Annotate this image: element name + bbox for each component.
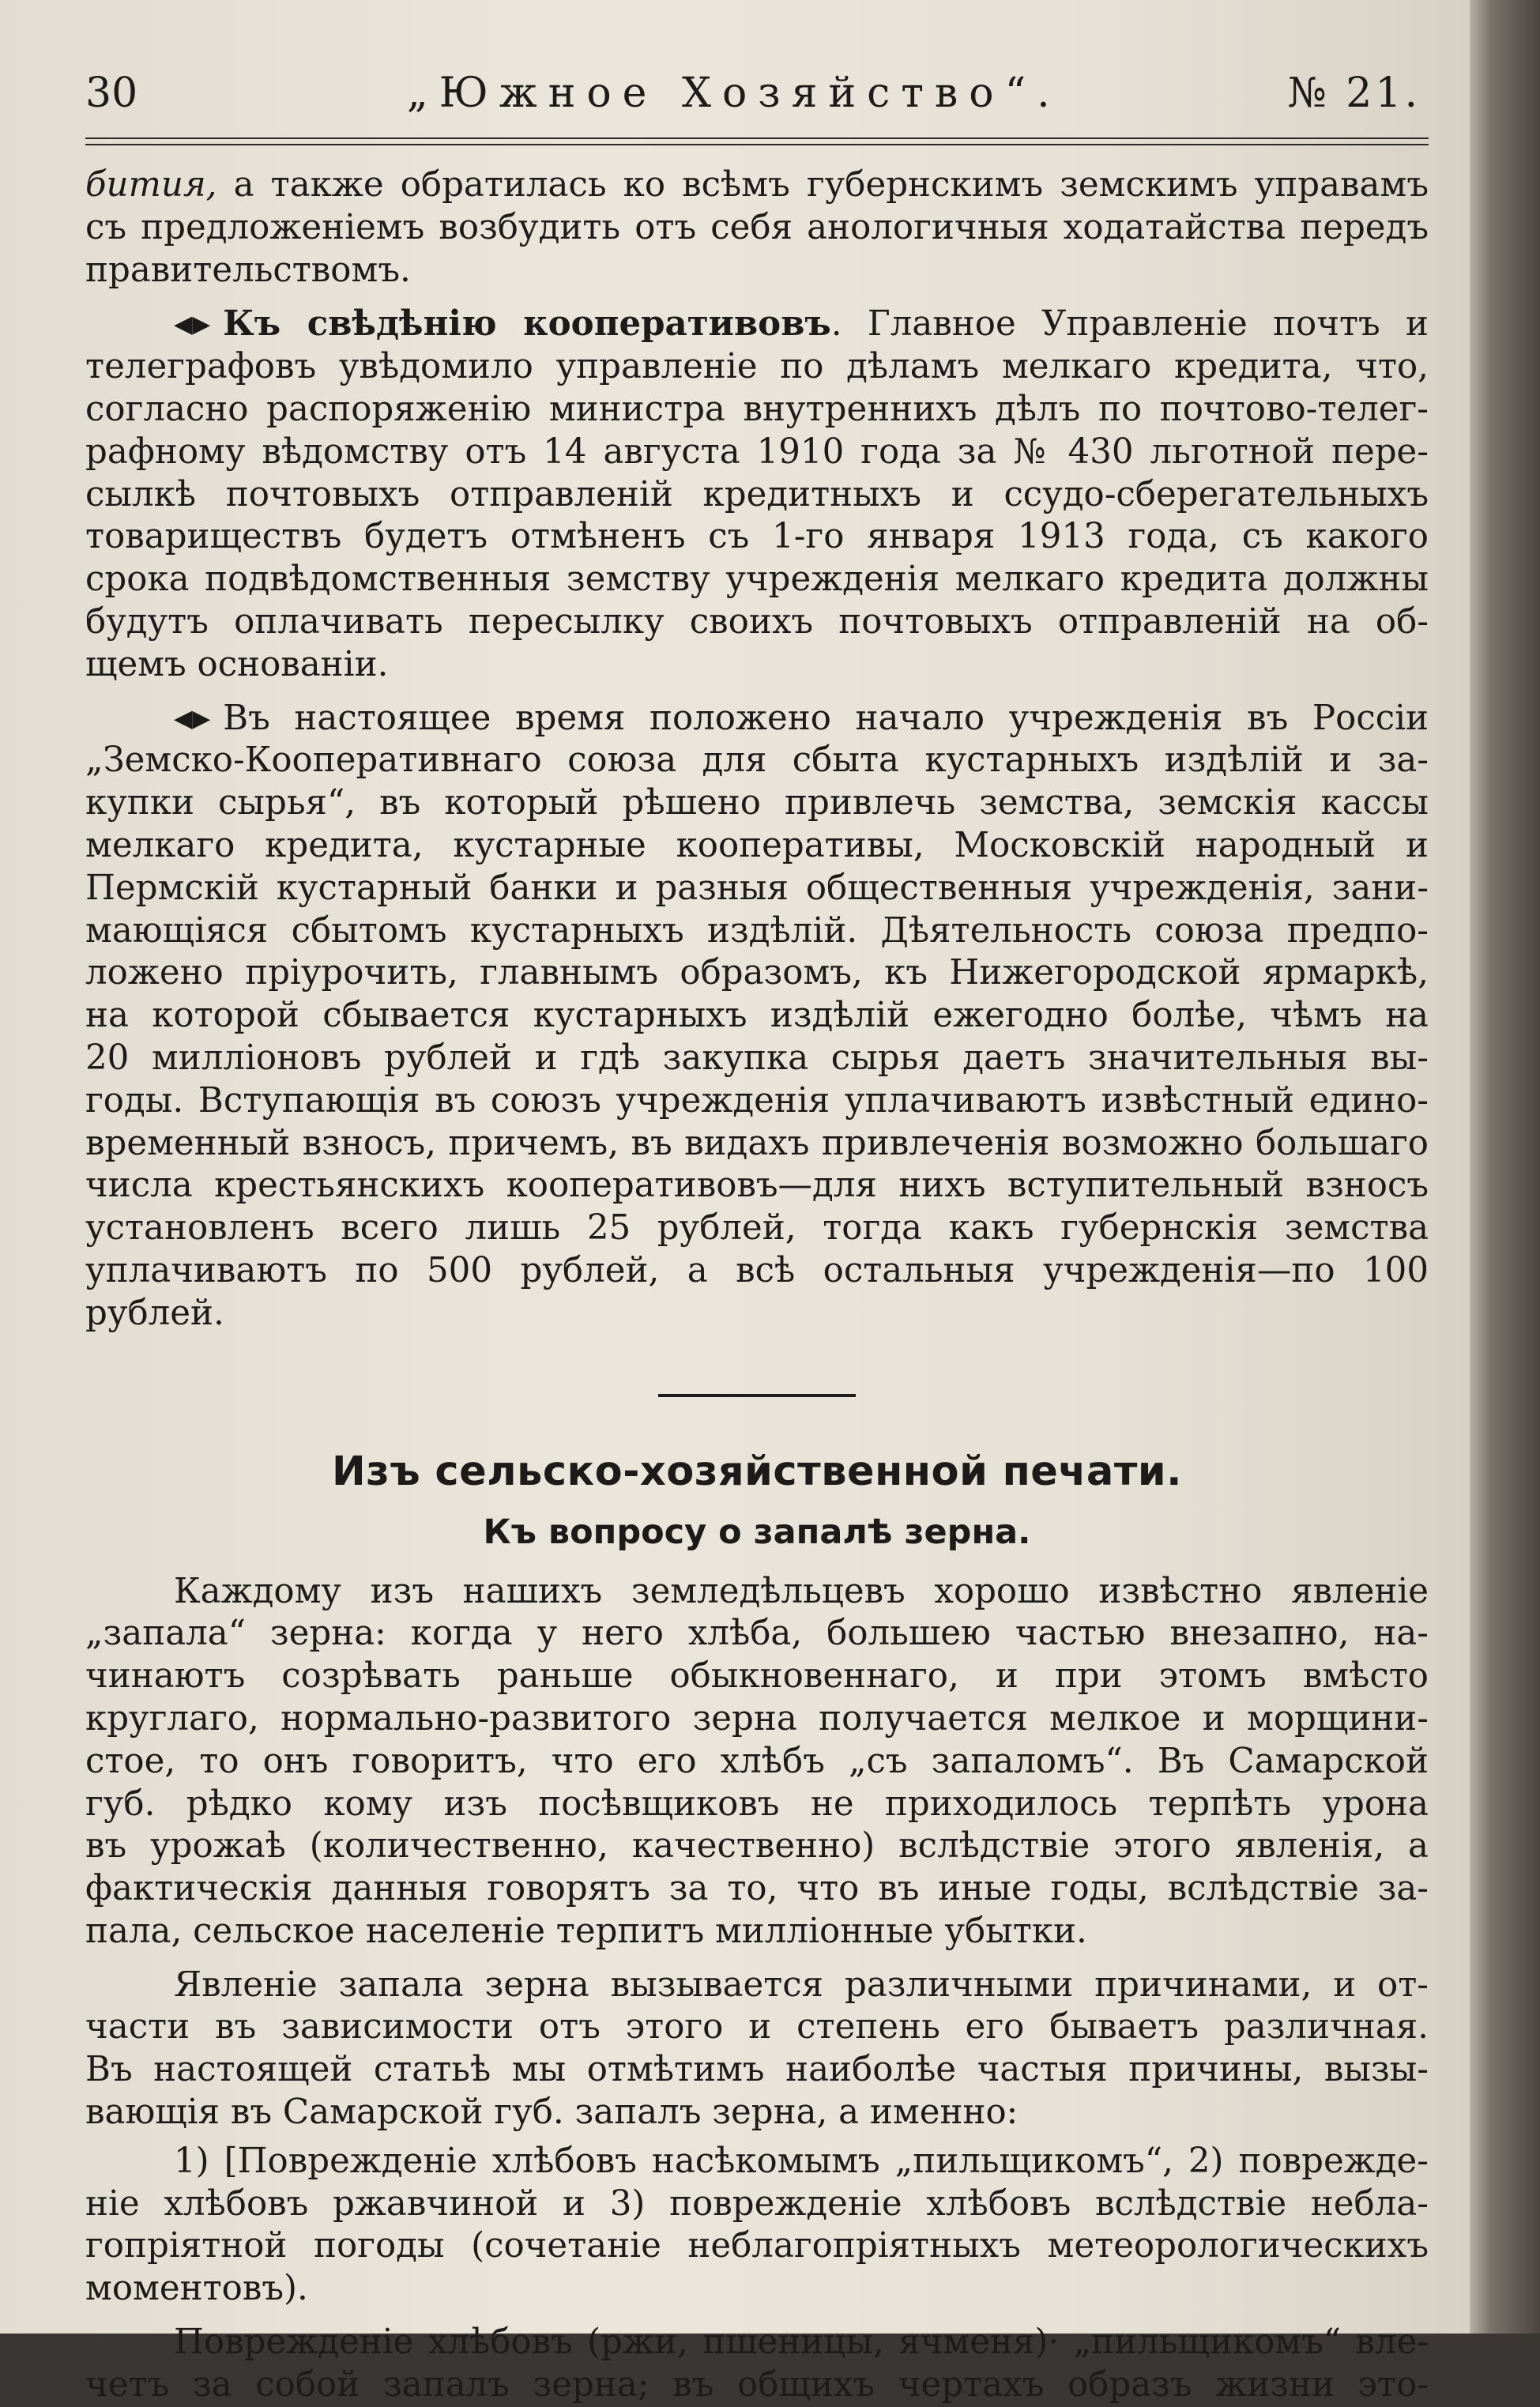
text-line: 1) [Поврежденіе хлѣбовъ насѣкомымъ „пильщикомъ“, 2) поврежде- (174, 2141, 1429, 2181)
text-line: согласно распоряженію министра внутреннихъ дѣлъ по почтово-телег- (85, 389, 1429, 429)
text-line: на которой сбывается кустарныхъ издѣлій ежегодно болѣе, чѣмъ на (85, 996, 1429, 1036)
line-text: а также обратилась ко всѣмъ губернскимъ земскимъ управамъ (217, 165, 1429, 205)
article-paragraph (85, 2322, 1429, 2407)
text-line: мелкаго кредита, кустарные кооперативы, Московскій народный и (85, 825, 1429, 865)
news-item-cooperatives (85, 303, 1429, 686)
text-line: Въ настоящей статьѣ мы отмѣтимъ наиболѣе частыя причины, вызы- (85, 2050, 1429, 2090)
page-header (85, 70, 1421, 125)
journal-title: „Южное Хозяйство“. (406, 70, 1061, 117)
text-line: Явленіе запала зерна вызывается различными причинами, и от- (174, 1964, 1429, 2005)
line-text: . Главное Управленіе почтъ и (830, 304, 1429, 345)
text-line: щемъ основаніи. (85, 644, 389, 684)
text-line: Поврежденіе хлѣбовъ (ржи, пшеницы, ячменя)· „пильщикомъ“ вле- (174, 2322, 1429, 2363)
spacer (85, 2134, 1429, 2141)
text-line: „запала“ зерна: когда у него хлѣба, большею частью внезапно, на- (85, 1614, 1429, 1654)
text-line: четъ за собой запалъ зерна; въ общихъ чертахъ образъ жизни это- (85, 2364, 1429, 2405)
text-line: товариществъ будетъ отмѣненъ съ 1-го января 1913 года, съ какого (85, 517, 1429, 557)
text-line (85, 303, 1429, 346)
text-line: круглаго, нормально-развитого зерна получается мелкое и морщини- (85, 1698, 1429, 1738)
text-line: уплачиваютъ по 500 рублей, а всѣ остальныя учрежденія—по 100 рублей. (85, 1250, 1429, 1333)
header-rule-bottom (85, 144, 1429, 145)
diamond-bullet-icon: ◀▶ (174, 311, 211, 339)
spacer (85, 292, 1429, 303)
text-line: „Земско-Кооперативнаго союза для сбыта кустарныхъ издѣлій и за- (85, 740, 1429, 781)
page-content (85, 164, 1429, 2407)
line-text: Въ настоящее время положено начало учрежденія въ Россіи (223, 698, 1429, 738)
text-line: моментовъ). (85, 2269, 308, 2309)
text-line: Пермскій кустарный банки и разныя общественныя учрежденія, зани- (85, 868, 1429, 908)
page-number: 30 (85, 70, 138, 117)
text-line: Каждому изъ нашихъ земледѣльцевъ хорошо извѣстно явленіе (174, 1571, 1429, 1611)
text-line: части въ зависимости отъ этого и степень его бываетъ различная. (85, 2007, 1429, 2047)
text-line: гопріятной погоды (сочетаніе неблагопріятныхъ метеорологическихъ (85, 2226, 1429, 2266)
spacer (85, 1953, 1429, 1964)
text-line: губ. рѣдко кому изъ посѣвщиковъ не приходилось терпѣть урона (85, 1784, 1429, 1824)
text-line: будутъ оплачивать пересылку своихъ почтовыхъ отправленій на об- (85, 601, 1429, 642)
diamond-bullet-icon: ◀▶ (174, 704, 211, 733)
text-line: правительствомъ. (85, 250, 411, 290)
text-line: ложено пріурочить, главнымъ образомъ, къ Нижегородской ярмаркѣ, (85, 953, 1429, 993)
header-rule-top (85, 137, 1429, 139)
section-divider (658, 1394, 856, 1397)
text-line: фактическія данныя говорятъ за то, что въ иные годы, вслѣдствіе за- (85, 1869, 1429, 1909)
text-line: вающія въ Самарской губ. запалъ зерна, а именно: (85, 2092, 1019, 2133)
issue-number: № 21. (1287, 70, 1421, 117)
text-line: мающіяся сбытомъ кустарныхъ издѣлій. Дѣятельность союза предпо- (85, 910, 1429, 951)
text-line: установленъ всего лишь 25 рублей, тогда какъ губернскія земства (85, 1208, 1429, 1249)
text-line: стое, то онъ говоритъ, что его хлѣбъ „съ запаломъ“. Въ Самарской (85, 1741, 1429, 1781)
text-line: телеграфовъ увѣдомило управленіе по дѣламъ мелкаго кредита, что, (85, 347, 1429, 387)
spacer (85, 2311, 1429, 2322)
text-line: съ предложеніемъ возбудить отъ себя анологичныя ходатайства передъ (85, 207, 1429, 247)
text-line (85, 698, 1429, 740)
text-line: въ урожаѣ (количественно, качественно) вслѣдствіе этого явленія, а (85, 1826, 1429, 1866)
article-paragraph (85, 1964, 1429, 2134)
news-heading: Къ свѣдѣнію кооперативовъ (223, 303, 831, 345)
article-paragraph (85, 2141, 1429, 2311)
spacer (85, 687, 1429, 698)
text-line: чинаютъ созрѣвать раньше обыкновеннаго, и при этомъ вмѣсто (85, 1656, 1429, 1697)
text-line: пала, сельское населеніе терпитъ милліонные убытки. (85, 1911, 1087, 1951)
text-line: сылкѣ почтовыхъ отправленій кредитныхъ и ссудо-сберегательныхъ (85, 474, 1429, 514)
continuation-paragraph (85, 164, 1429, 292)
text-line: купки сырья“, въ который рѣшено привлечь земства, земскія кассы (85, 783, 1429, 823)
text-line: срока подвѣдомственныя земству учрежденія мелкаго кредита должны (85, 559, 1429, 600)
text-line: временный взносъ, причемъ, въ видахъ привлеченія возможно большаго (85, 1123, 1429, 1163)
page-edge-shadow (1470, 0, 1540, 2334)
article-title: Къ вопросу о запалѣ зерна. (483, 1512, 1031, 1552)
text-line: 20 милліоновъ рублей и гдѣ закупка сырья даетъ значительныя вы- (85, 1038, 1429, 1078)
text-line: ніе хлѣбовъ ржавчиной и 3) поврежденіе хлѣбовъ вслѣдствіе небла- (85, 2183, 1429, 2224)
text-line: годы. Вступающія въ союзъ учрежденія уплачиваютъ извѣстный едино- (85, 1080, 1429, 1121)
section-title: Изъ сельско-хозяйственной печати. (332, 1448, 1182, 1495)
italic-word: бития, (85, 165, 217, 205)
text-line: числа крестьянскихъ кооперативовъ—для нихъ вступительный взносъ (85, 1166, 1429, 1206)
text-line (85, 164, 1429, 207)
news-item-union (85, 698, 1429, 1335)
text-line: рафному вѣдомству отъ 14 августа 1910 года за № 430 льготной пере- (85, 431, 1429, 472)
article-paragraph (85, 1571, 1429, 1953)
